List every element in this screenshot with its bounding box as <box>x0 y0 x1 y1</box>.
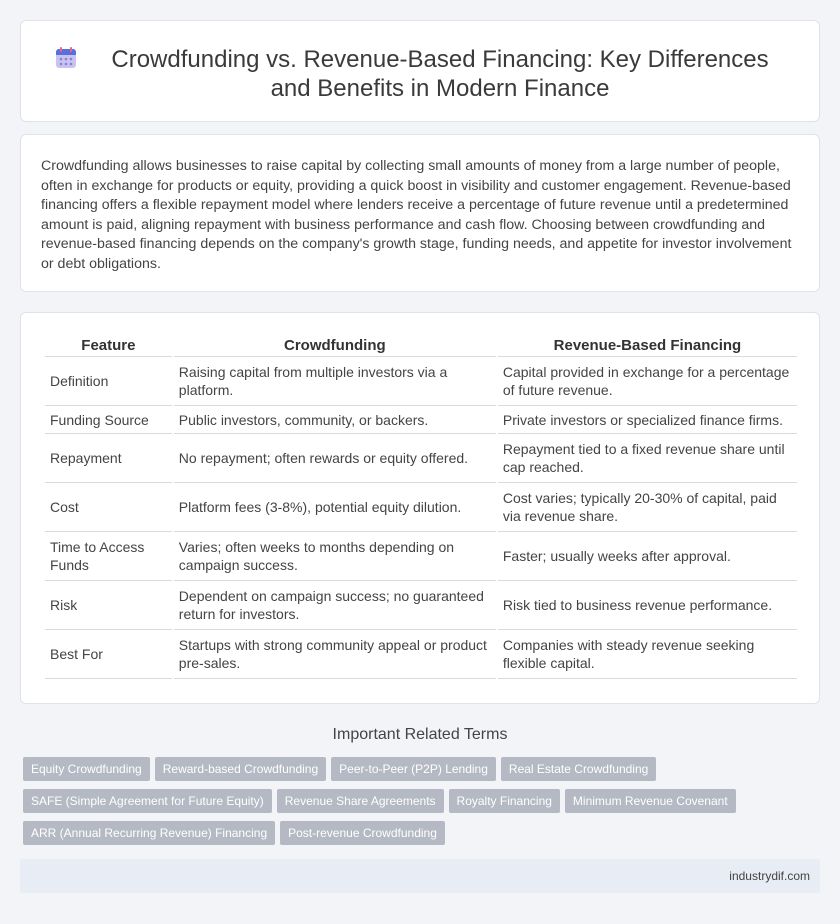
crowdfunding-cell: Raising capital from multiple investors via a platform. <box>174 357 496 406</box>
tag-row <box>23 821 823 853</box>
feature-cell: Risk <box>45 581 172 630</box>
intro-paragraph: Crowdfunding allows businesses to raise capital by collecting small amounts of money from a large number of people, often in exchange for products or equity, providing a quick boost in visibility and customer engagement. Revenue-based financing offers a flexible repayment model where lenders receive a percentage of future revenue until a predetermined amount is paid, aligning repayment with business performance and cash flow. Choosing between crowdfunding and revenue-based financing depends on the company's growth stage, funding needs, and appetite for investor involvement or debt obligations. <box>41 158 792 272</box>
crowdfunding-cell: Public investors, community, or backers. <box>174 406 496 434</box>
crowdfunding-cell: Platform fees (3-8%), potential equity dilution. <box>174 483 496 532</box>
table-row <box>45 483 797 532</box>
feature-cell: Definition <box>45 357 172 406</box>
intro-card <box>20 134 820 292</box>
footer-site[interactable]: industrydif.com <box>729 869 810 883</box>
revenue-based-cell: Companies with steady revenue seeking flexible capital. <box>498 630 797 679</box>
feature-cell: Best For <box>45 630 172 679</box>
table-row <box>45 434 797 483</box>
related-terms-title: Important Related Terms <box>332 726 508 743</box>
revenue-based-cell: Capital provided in exchange for a percentage of future revenue. <box>498 357 797 406</box>
revenue-based-cell: Cost varies; typically 20-30% of capital, paid via revenue share. <box>498 483 797 532</box>
related-term-tag[interactable]: Royalty Financing <box>449 789 560 813</box>
revenue-based-cell: Private investors or specialized finance firms. <box>498 406 797 434</box>
related-term-tag[interactable]: Real Estate Crowdfunding <box>501 757 656 781</box>
comparison-table <box>43 335 799 679</box>
related-term-tag[interactable]: ARR (Annual Recurring Revenue) Financing <box>23 821 275 845</box>
feature-cell: Cost <box>45 483 172 532</box>
related-term-tag[interactable]: Reward-based Crowdfunding <box>155 757 326 781</box>
header-revenue-based: Revenue-Based Financing <box>498 335 797 357</box>
feature-cell: Funding Source <box>45 406 172 434</box>
feature-cell: Repayment <box>45 434 172 483</box>
table-row <box>45 581 797 630</box>
related-term-tag[interactable]: Minimum Revenue Covenant <box>565 789 736 813</box>
crowdfunding-cell: Startups with strong community appeal or product pre-sales. <box>174 630 496 679</box>
crowdfunding-cell: Dependent on campaign success; no guaranteed return for investors. <box>174 581 496 630</box>
related-term-tag[interactable]: Post-revenue Crowdfunding <box>280 821 445 845</box>
revenue-based-cell: Risk tied to business revenue performance. <box>498 581 797 630</box>
related-term-tag[interactable]: Equity Crowdfunding <box>23 757 150 781</box>
header-crowdfunding: Crowdfunding <box>174 335 496 357</box>
related-term-tag[interactable]: Revenue Share Agreements <box>277 789 444 813</box>
table-row <box>45 406 797 434</box>
crowdfunding-cell: Varies; often weeks to months depending on campaign success. <box>174 532 496 581</box>
feature-cell: Time to Access Funds <box>45 532 172 581</box>
related-terms-tags <box>23 757 823 853</box>
related-term-tag[interactable]: SAFE (Simple Agreement for Future Equity) <box>23 789 272 813</box>
footer <box>20 859 820 893</box>
table-row <box>45 357 797 406</box>
revenue-based-cell: Faster; usually weeks after approval. <box>498 532 797 581</box>
title-card <box>20 20 820 122</box>
table-row <box>45 630 797 679</box>
tag-row <box>23 789 823 821</box>
header-feature: Feature <box>45 335 172 357</box>
comparison-card <box>20 312 820 704</box>
related-term-tag[interactable]: Peer-to-Peer (P2P) Lending <box>331 757 496 781</box>
revenue-based-cell: Repayment tied to a fixed revenue share until cap reached. <box>498 434 797 483</box>
page-title: Crowdfunding vs. Revenue-Based Financing: Key Differences and Benefits in Modern Finance <box>111 46 769 102</box>
table-header-row <box>45 335 797 357</box>
crowdfunding-cell: No repayment; often rewards or equity offered. <box>174 434 496 483</box>
tag-row <box>23 757 823 789</box>
table-row <box>45 532 797 581</box>
